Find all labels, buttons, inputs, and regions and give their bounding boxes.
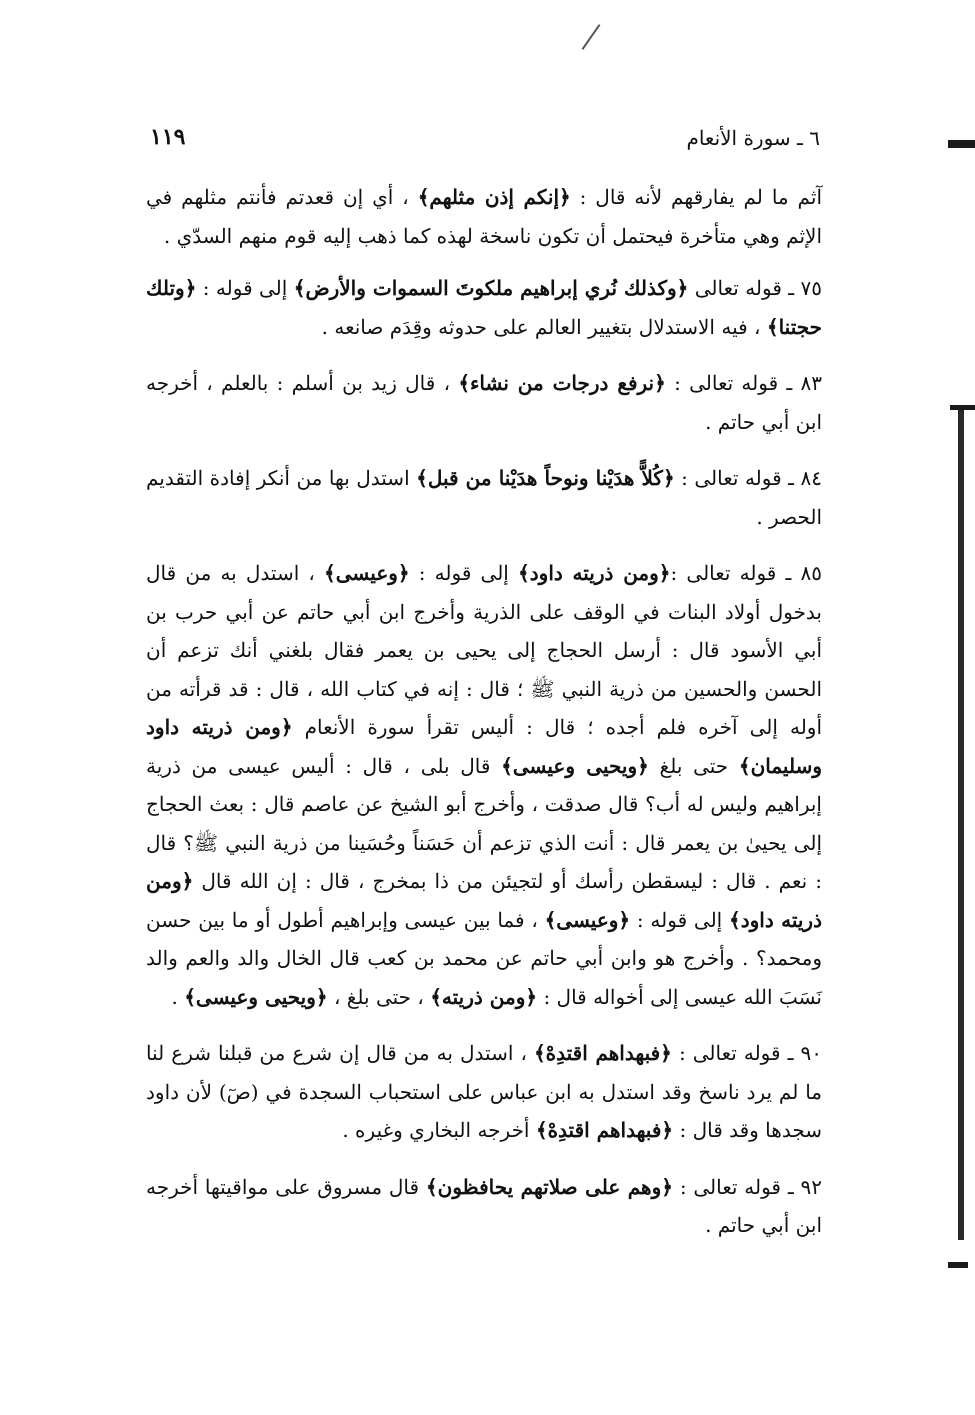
paragraph xyxy=(146,459,822,536)
quranic-quote: ﴿ومن ذريته داود وسليمان﴾ xyxy=(146,715,822,778)
paragraph-text: إلى قوله : xyxy=(630,907,729,932)
paragraph-text: قال مسروق على مواقيتها أخرجه ابن أبي حاتم . xyxy=(146,1174,822,1237)
page-number: ١١٩ xyxy=(150,124,186,150)
paragraph-text: ٨٣ ـ قوله تعالى : xyxy=(665,371,823,395)
paragraph xyxy=(146,364,822,441)
paragraph-text: استدل بها من أنكر إفادة التقديم الحصر . xyxy=(146,466,822,529)
quranic-quote: ﴿وتلك حجتنا﴾ xyxy=(146,276,822,339)
scan-edge-mark-bottom xyxy=(948,1262,968,1268)
quranic-quote: ﴿وكذلك نُري إبراهيم ملكوتَ السموات والأرض﴾ xyxy=(293,276,689,300)
paragraph xyxy=(146,1168,822,1245)
paragraph xyxy=(146,1034,822,1150)
quranic-quote: ﴿ويحيى وعيسى﴾ xyxy=(184,984,328,1009)
paragraph-text: ، استدل به من قال إن شرع من قبلنا شرع لنا ما لم يرد ناسخ وقد استدل به ابن عباس على استحباب السجدة في (صٓ) لأن داود سجدها وقد قال : xyxy=(146,1041,822,1142)
paragraph-text: . xyxy=(171,984,185,1009)
paragraph-text: ، قال زيد بن أسلم : بالعلم ، أخرجه ابن أبي حاتم . xyxy=(146,371,822,434)
quranic-quote: ﴿فبهداهم اقتدِهْ﴾ xyxy=(535,1118,674,1142)
paragraph-text: ٨٤ ـ قوله تعالى : xyxy=(674,466,822,490)
page-body xyxy=(146,178,822,1263)
quranic-quote: ﴿إنكم إذن مثلهم﴾ xyxy=(417,185,571,209)
paragraph-text: ، فما بين عيسى وإبراهيم أطول أو ما بين حسن ومحمد؟ . وأخرج هو وابن أبي حاتم عن محمد بن كعب قال الخال والد والعم والد نَسَبَ الله عيسى إلى أخواله قال : xyxy=(146,907,822,1009)
scan-edge-mark-line xyxy=(958,410,964,1240)
paragraph-text: ، استدل به من قال بدخول أولاد البنات في الوقف على الذرية وأخرج ابن أبي حاتم عن أبي حرب بن أبي الأسود قال : أرسل الحجاج إلى يحيى بن يعمر فقال بلغني أنك تزعم أن الحسن والحسين من ذرية النبي ﷺ ؛ قال : إنه في كتاب الله ، قال : قد قرأته من أوله إلى آخره فلم أجده ؛ قال : أليس تقرأ سورة الأنعام xyxy=(146,561,823,739)
quranic-quote: ﴿ومن ذريته داود﴾ xyxy=(518,561,671,585)
quranic-quote: ﴿نرفع درجات من نشاء﴾ xyxy=(458,371,666,395)
paragraph-text: ، حتى بلغ ، xyxy=(327,984,431,1009)
paragraph-text: ٩٢ ـ قوله تعالى : xyxy=(672,1174,822,1199)
quranic-quote: ﴿وعيسى﴾ xyxy=(324,561,410,585)
pen-stroke-mark xyxy=(582,24,601,50)
paragraph-text: إلى قوله : xyxy=(196,276,294,300)
quranic-quote: ﴿وعيسى﴾ xyxy=(544,907,631,932)
paragraph xyxy=(146,178,822,255)
quranic-quote: ﴿وهم على صلاتهم يحافظون﴾ xyxy=(425,1174,673,1199)
quranic-quote: ﴿فبهداهم اقتدِهْ﴾ xyxy=(533,1041,672,1065)
paragraph-text: ، فيه الاستدلال بتغيير العالم على حدوثه وقِدَم صانعه . xyxy=(321,314,767,339)
paragraph-text: آثم ما لم يفارقهم لأنه قال : xyxy=(570,185,822,209)
paragraph-text: إلى قوله : xyxy=(409,561,519,585)
page-header xyxy=(150,118,820,158)
paragraph-text: ٩٠ ـ قوله تعالى : xyxy=(671,1041,822,1065)
quranic-quote: ﴿كُلاًّ هدَيْنا ونوحاً هدَيْنا من قبل﴾ xyxy=(416,466,675,490)
paragraph xyxy=(146,554,822,1016)
paragraph-text: ، أي إن قعدتم فأنتم مثلهم في الإثم وهي متأخرة فيحتمل أن تكون ناسخة لهذه كما ذهب إليه قوم منهم السدّي . xyxy=(146,185,822,248)
quranic-quote: ﴿ويحيى وعيسى﴾ xyxy=(501,753,649,778)
quranic-quote: ﴿ومن ذريته﴾ xyxy=(430,984,538,1009)
surah-title: ٦ ـ سورة الأنعام xyxy=(686,126,820,150)
paragraph-text: أخرجه البخاري وغيره . xyxy=(342,1118,536,1142)
paragraph-text: حتى بلغ xyxy=(648,753,739,778)
paragraph xyxy=(146,269,822,346)
scan-edge-mark-top xyxy=(948,140,975,148)
paragraph-text: ٨٥ ـ قوله تعالى : xyxy=(670,561,823,585)
quranic-quote: ﴿ومن ذريته داود﴾ xyxy=(146,869,822,932)
paragraph-text: قال بلى ، قال : أليس عيسى من ذرية إبراهيم وليس له أب؟ قال صدقت ، وأخرج أبو الشيخ عن عاصم قال : بعث الحجاج إلى يحيىٰ بن يعمر قال : أنت الذي تزعم أن حَسَناً وحُسَينا من ذرية النبي ﷺ؟ قال : نعم . قال : ليسقطن رأسك أو لتجيئن من ذا بمخرج ، قال : إن الله قال xyxy=(146,753,822,893)
paragraph-text: ٧٥ ـ قوله تعالى xyxy=(688,276,823,300)
scan-edge-mark-tick xyxy=(950,405,975,410)
